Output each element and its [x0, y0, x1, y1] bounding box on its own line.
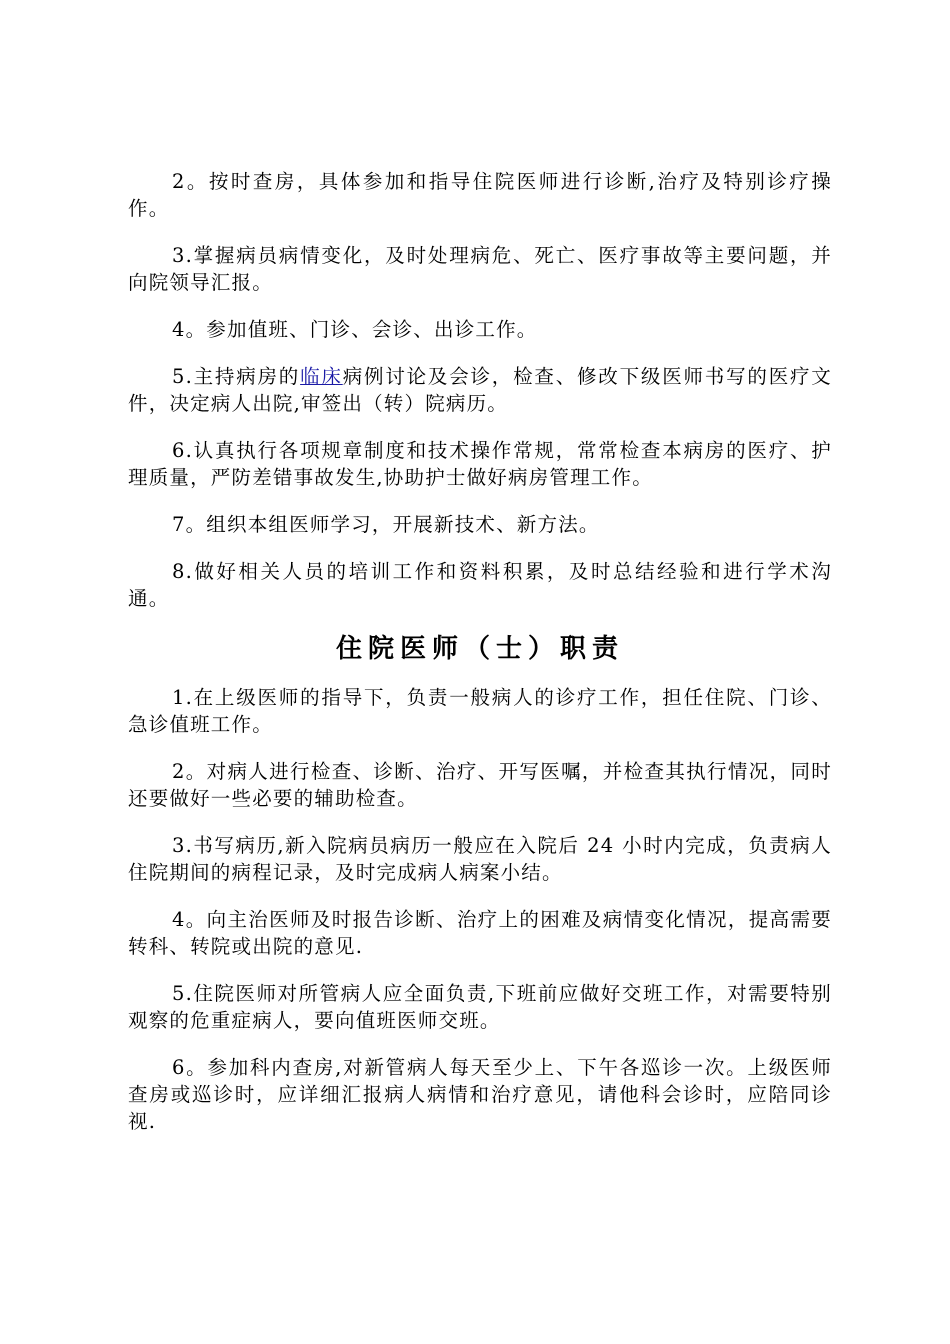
clinical-link[interactable]: 临床: [300, 365, 343, 388]
duty-item-8: 8.做好相关人员的培训工作和资料积累，及时总结经验和进行学术沟通。: [128, 560, 832, 610]
resident-duty-item-4: 4。向主治医师及时报告诊断、治疗上的困难及病情变化情况，提高需要转科、转院或出院的意见.: [128, 908, 832, 958]
duty-item-5: [128, 363, 832, 417]
duty-item-4: 4。参加值班、门诊、会诊、出诊工作。: [172, 318, 538, 341]
duty-item-3: 3.掌握病员病情变化，及时处理病危、死亡、医疗事故等主要问题，并向院领导汇报。: [128, 244, 832, 294]
resident-duty-item-5: 5.住院医师对所管病人应全面负责,下班前应做好交班工作，对需要特别观察的危重症病人，要向值班医师交班。: [128, 982, 832, 1032]
duty-item-7: 7。组织本组医师学习，开展新技术、新方法。: [172, 513, 600, 536]
document-page: [128, 168, 832, 1155]
section-heading: 住院医师（士）职责: [335, 634, 624, 664]
duty-item-2: 2。按时查房，具体参加和指导住院医师进行诊断,治疗及特别诊疗操作。: [128, 170, 832, 220]
resident-duty-item-3: 3.书写病历,新入院病员病历一般应在入院后 24 小时内完成，负责病人住院期间的病程记录，及时完成病人病案小结。: [128, 834, 832, 884]
duty-item-5-after: 病例讨论及会诊，检查、修改下级医师书写的医疗文件，决定病人出院,审签出（转）院病历。: [128, 365, 832, 415]
resident-duty-item-6: 6。参加科内查房,对新管病人每天至少上、下午各巡诊一次。上级医师查房或巡诊时，应详细汇报病人病情和治疗意见，请他科会诊时，应陪同诊视.: [128, 1056, 832, 1133]
resident-duty-item-1: 1.在上级医师的指导下，负责一般病人的诊疗工作，担任住院、门诊、急诊值班工作。: [128, 686, 832, 736]
resident-duty-item-2: 2。对病人进行检查、诊断、治疗、开写医嘱，并检查其执行情况，同时还要做好一些必要的辅助检查。: [128, 760, 832, 810]
duty-item-5-before: 5.主持病房的: [172, 365, 301, 388]
duty-item-6: 6.认真执行各项规章制度和技术操作常规，常常检查本病房的医疗、护理质量，严防差错事故发生,协助护士做好病房管理工作。: [128, 439, 832, 489]
